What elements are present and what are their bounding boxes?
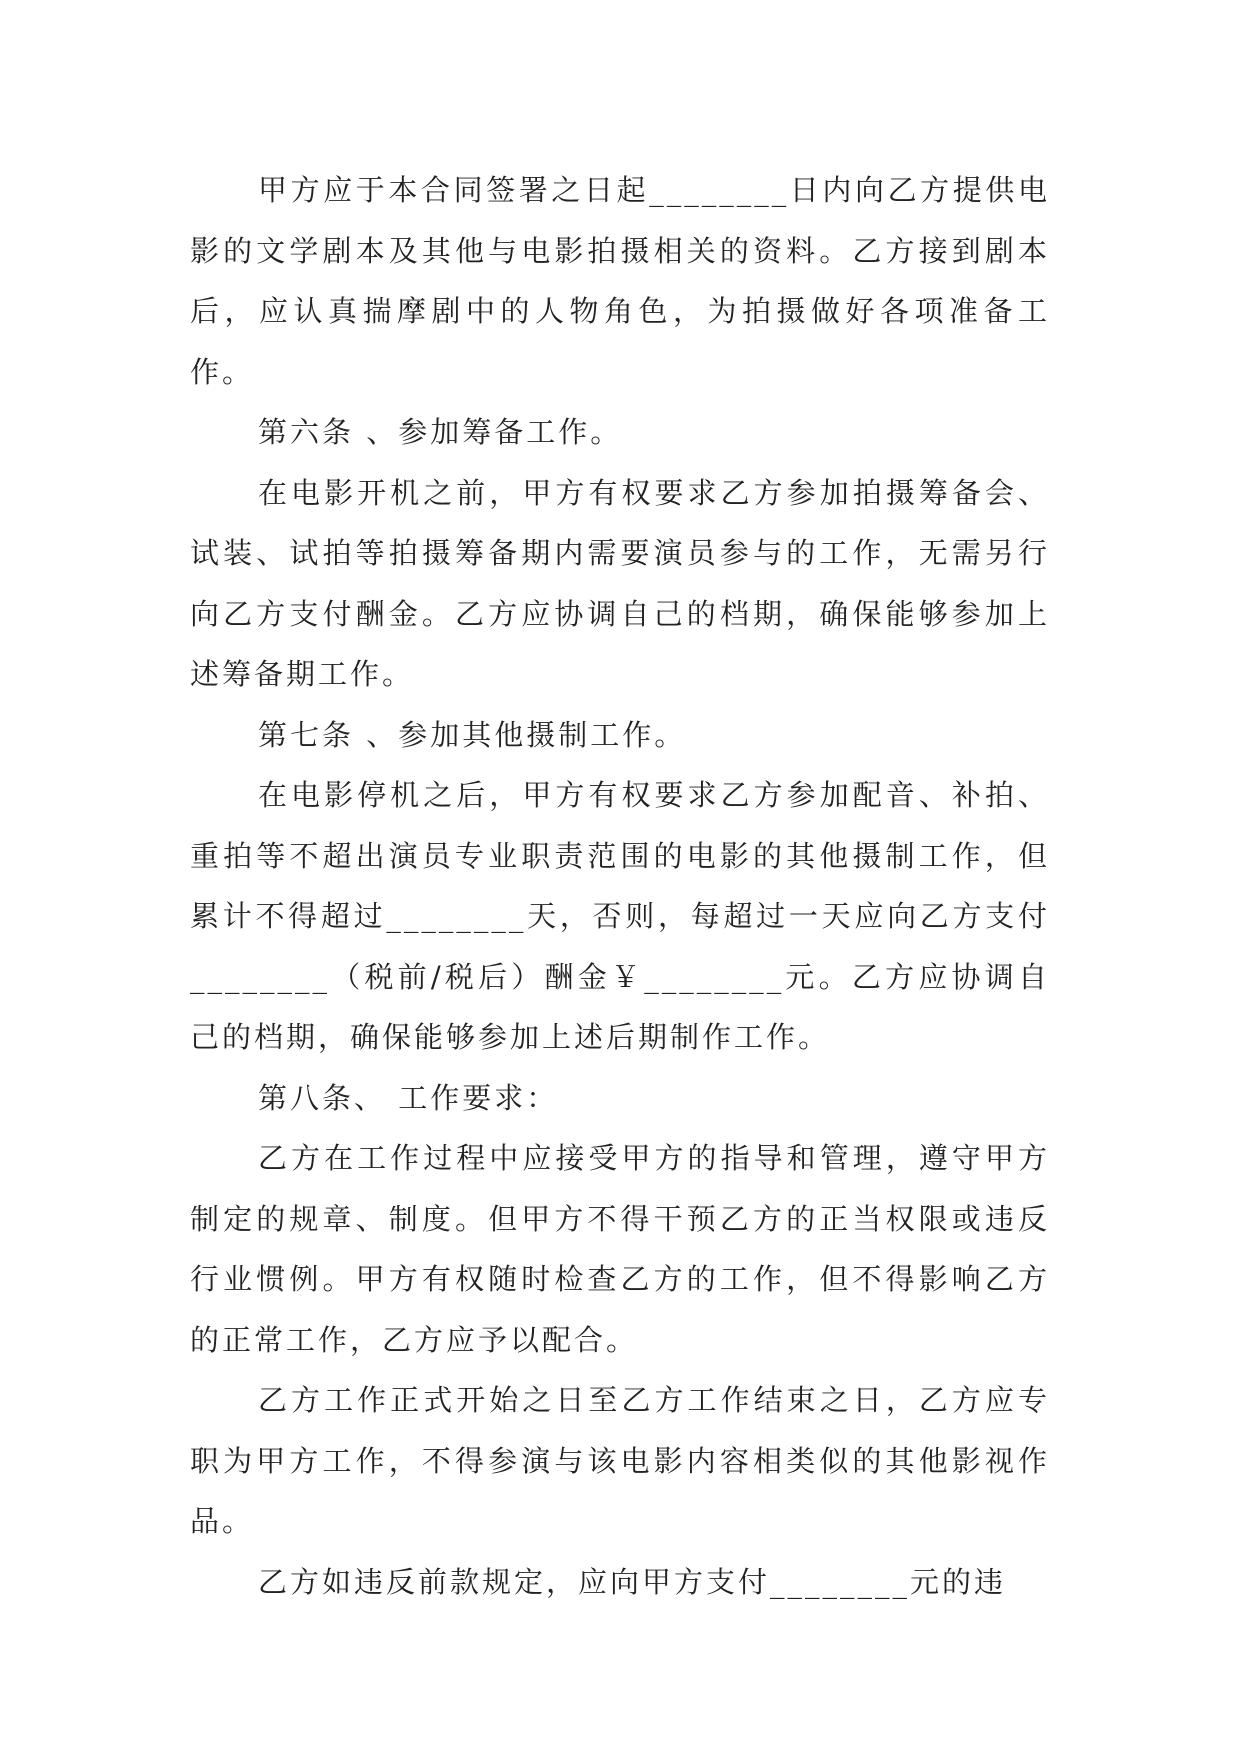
article-7-heading: 第七条 、参加其他摄制工作。 [258, 717, 687, 752]
paragraph-script-delivery: 甲方应于本合同签署之日起________日内向乙方提供电影的文学剧本及其他与电影拍摄相关的资料。乙方接到剧本后，应认真揣摩剧中的人物角色，为拍摄做好各项准备工作。 [190, 173, 1050, 389]
document-body [190, 160, 1050, 1612]
paragraph-breach-penalty: 乙方如违反前款规定，应向甲方支付________元的违 [258, 1564, 1007, 1599]
paragraph-exclusive-work: 乙方工作正式开始之日至乙方工作结束之日，乙方应专职为甲方工作，不得参演与该电影内容相类似的其他影视作品。 [190, 1383, 1050, 1538]
article-8-heading: 第八条、 工作要求： [258, 1080, 559, 1115]
paragraph-preparation-work: 在电影开机之前，甲方有权要求乙方参加拍摄筹备会、试装、试拍等拍摄筹备期内需要演员参与的工作，无需另行向乙方支付酬金。乙方应协调自己的档期，确保能够参加上述筹备期工作。 [190, 475, 1050, 691]
paragraph-other-production-work: 在电影停机之后，甲方有权要求乙方参加配音、补拍、重拍等不超出演员专业职责范围的电影的其他摄制工作，但累计不得超过________天，否则，每超过一天应向乙方支付________（税前/税后）酬金￥________元。乙方应协调自己的档期，确保能够参加上述后期制作工作。 [190, 778, 1050, 1054]
paragraph-work-requirements: 乙方在工作过程中应接受甲方的指导和管理，遵守甲方制定的规章、制度。但甲方不得干预乙方的正当权限或违反行业惯例。甲方有权随时检查乙方的工作，但不得影响乙方的正常工作，乙方应予以配合。 [190, 1141, 1050, 1357]
article-6-heading: 第六条 、参加筹备工作。 [258, 415, 623, 449]
